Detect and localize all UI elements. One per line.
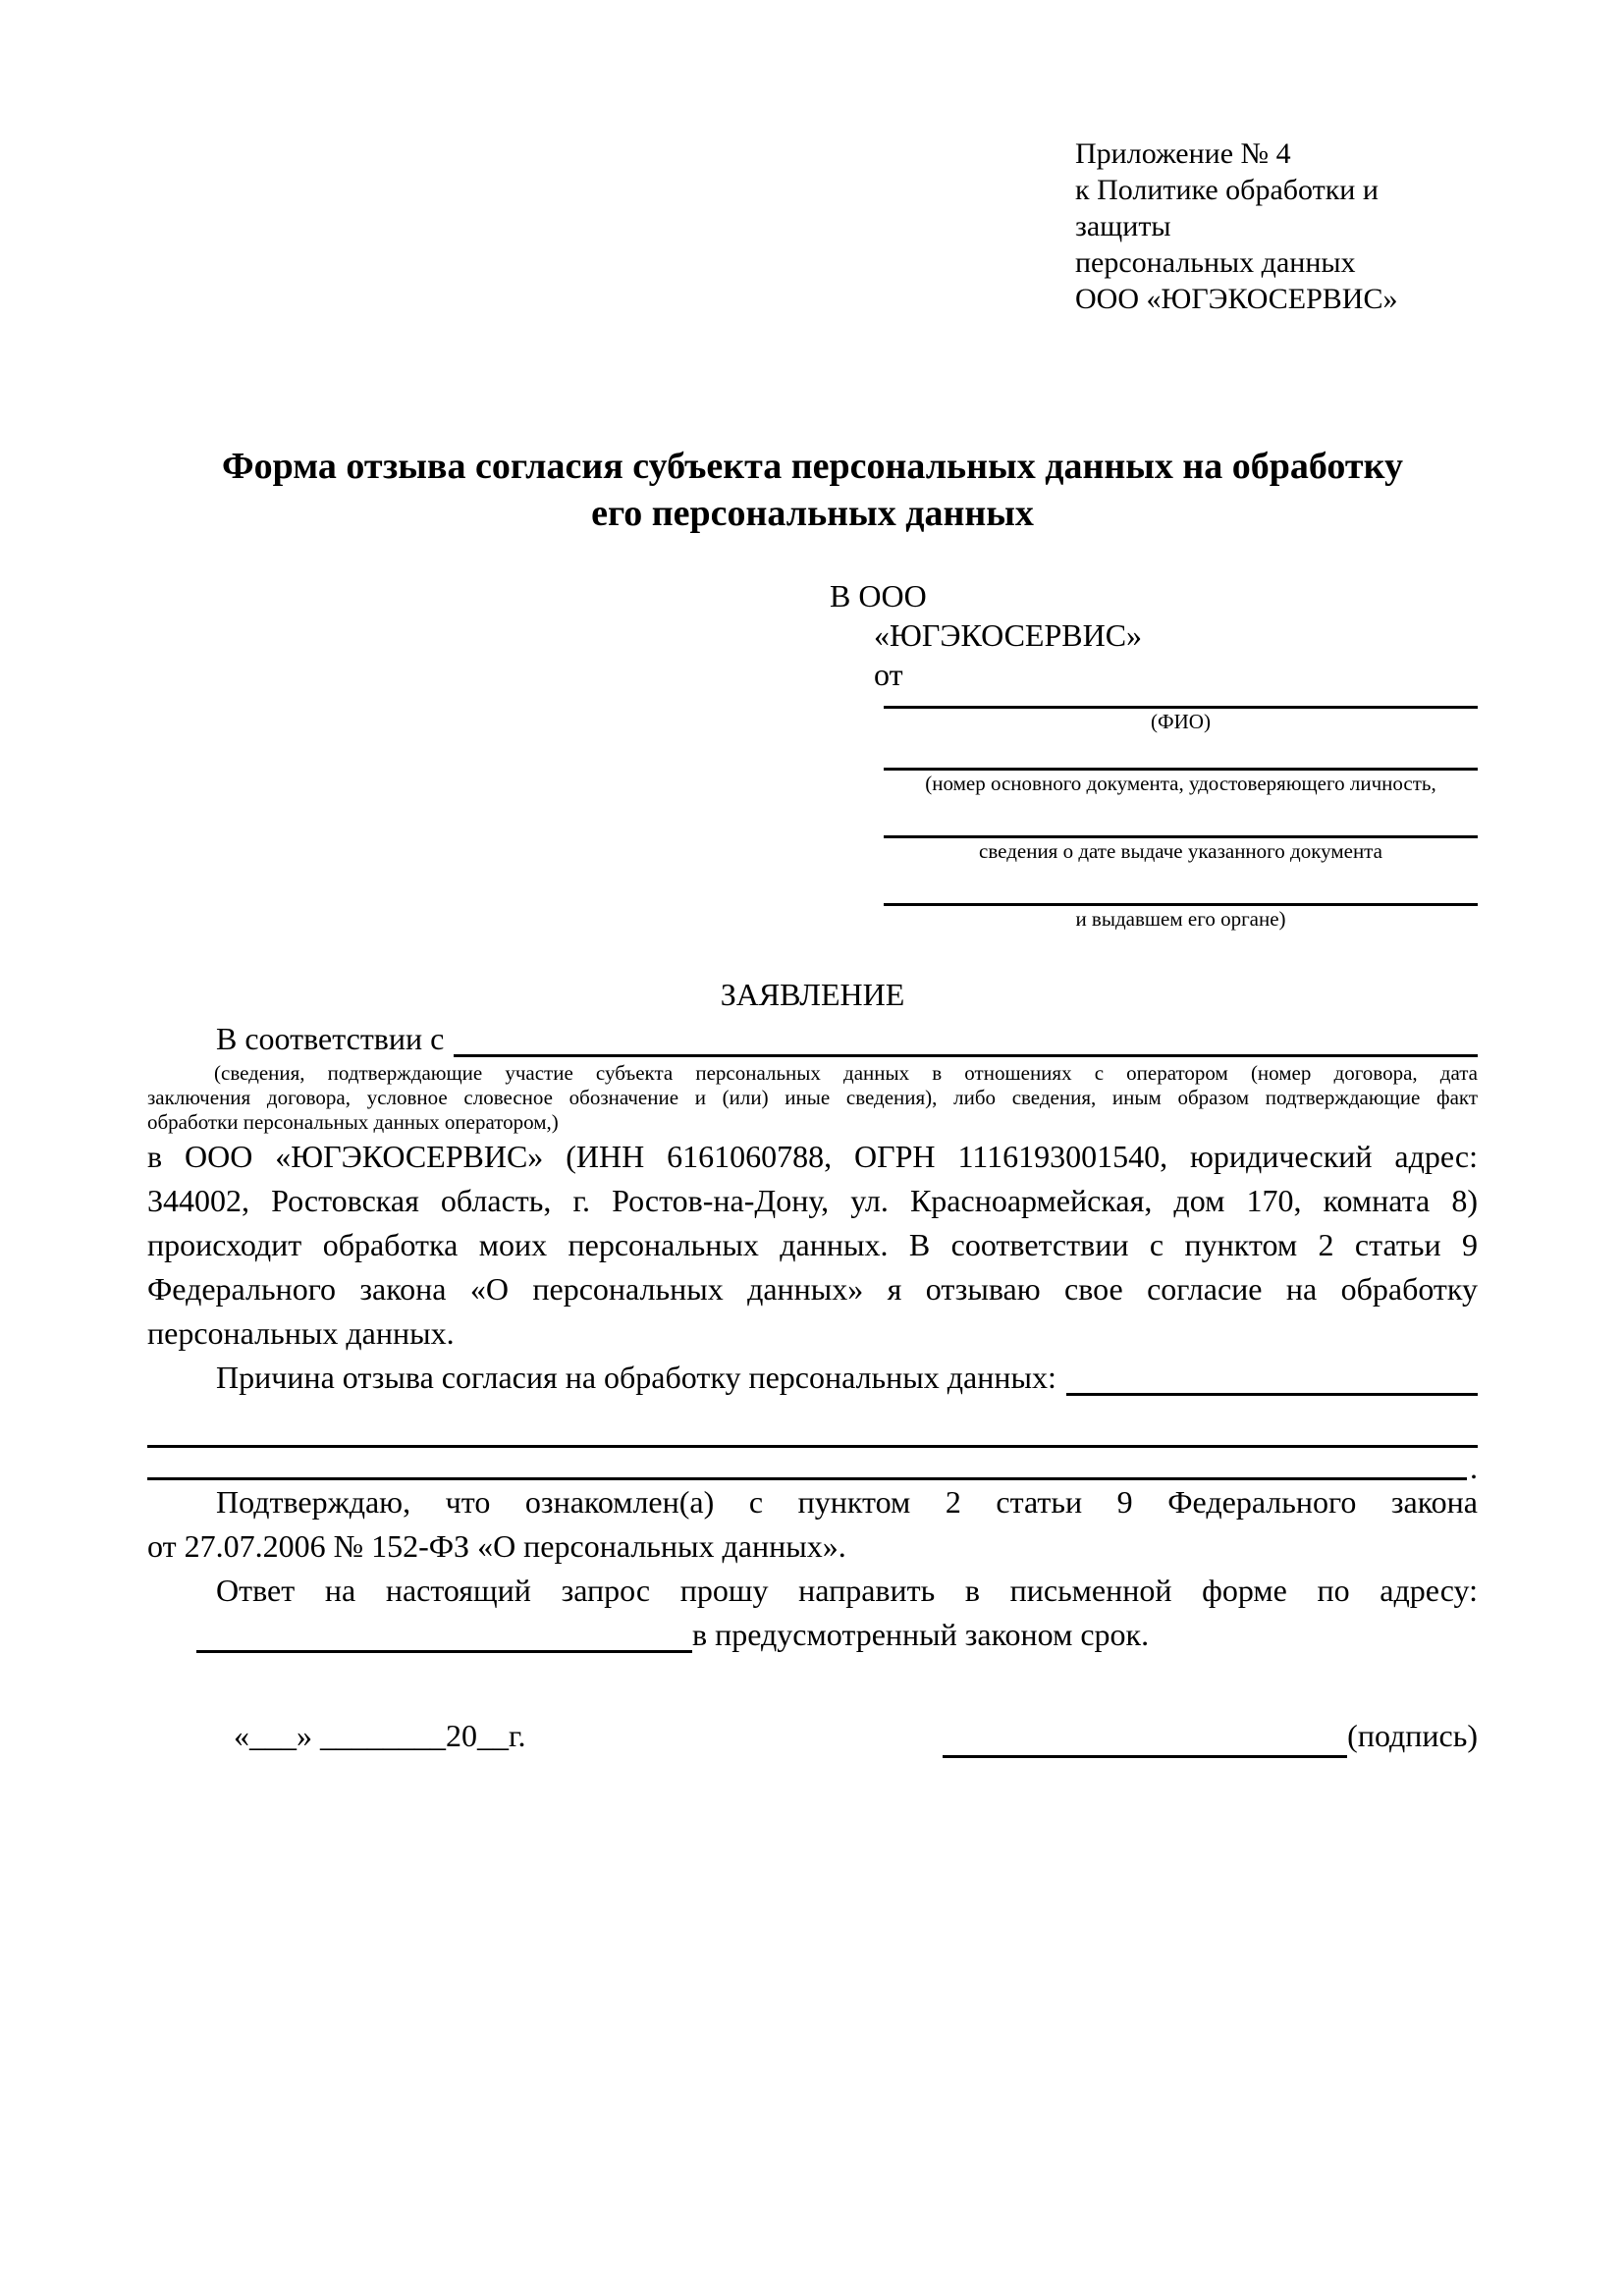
footer-row xyxy=(147,1714,1478,1758)
confirmation-paragraph xyxy=(147,1480,1478,1569)
reason-continuation-blank xyxy=(147,1445,1467,1480)
reply-address-row xyxy=(196,1613,1478,1657)
reason-row xyxy=(147,1356,1478,1400)
title-line-1: Форма отзыва согласия субъекта персональных данных на обработку xyxy=(222,446,1403,487)
doc-number-caption: (номер основного документа, удостоверяющего личность, xyxy=(925,772,1436,795)
doc-number-blank-line xyxy=(884,734,1478,771)
body-line-1: в ООО «ЮГЭКОСЕРВИС» (ИНН 6161060788, ОГРН 1116193001540, юридический адрес: xyxy=(147,1139,1478,1174)
doc-issuer-caption: и выдавшем его органе) xyxy=(1075,907,1286,931)
body-line-2: 344002, Ростовская область, г. Ростов-на-Дону, ул. Красноармейская, дом 170, комната 8) xyxy=(147,1183,1478,1218)
signature-caption: (подпись) xyxy=(1347,1718,1478,1753)
reason-continuation-line-2 xyxy=(147,1448,1478,1485)
statement-body xyxy=(147,1135,1478,1356)
appendix-line-3: персональных данных xyxy=(1075,246,1356,279)
explanatory-note xyxy=(147,1061,1478,1135)
document-title xyxy=(147,443,1478,537)
reply-tail-text: в предусмотренный законом срок. xyxy=(692,1617,1150,1652)
appendix-line-1: Приложение № 4 xyxy=(1075,137,1291,170)
note-line-2: заключения договора, условное словесное обозначение и (или) иные сведения), либо сведения, иным образом подтверждающие факт xyxy=(147,1086,1478,1109)
confirmation-line-2: от 27.07.2006 № 152-ФЗ «О персональных данных». xyxy=(147,1528,846,1564)
addressee-block xyxy=(830,576,1478,932)
doc-issue-date-caption: сведения о дате выдаче указанного документа xyxy=(979,839,1382,863)
doc-issuer-blank-line xyxy=(884,864,1478,906)
reason-label: Причина отзыва согласия на обработку персональных данных: xyxy=(216,1360,1056,1395)
appendix-line-2: к Политике обработки и защиты xyxy=(1075,174,1379,242)
body-line-3: происходит обработка моих персональных данных. В соответствии с пунктом 2 статьи 9 xyxy=(147,1227,1478,1262)
statement-heading: ЗАЯВЛЕНИЕ xyxy=(720,977,905,1012)
note-line-1: (сведения, подтверждающие участие субъекта персональных данных в отношениях с оператором (номер договора, дата xyxy=(214,1061,1478,1085)
signature-blank-line xyxy=(943,1718,1347,1758)
reply-address-blank-line xyxy=(196,1613,692,1653)
accordance-label: В соответствии с xyxy=(216,1021,445,1056)
sentence-period: . xyxy=(1470,1450,1478,1485)
addressee-from-label: от xyxy=(874,657,903,692)
fio-caption: (ФИО) xyxy=(1151,710,1211,733)
date-blank: «___» ________20__г. xyxy=(234,1718,526,1753)
doc-issue-date-blank-line xyxy=(884,796,1478,838)
title-line-2: его персональных данных xyxy=(591,493,1034,534)
appendix-note xyxy=(1075,135,1478,317)
fio-blank-line xyxy=(884,694,1478,709)
accordance-blank-line xyxy=(454,1017,1478,1057)
body-line-4: Федерального закона «О персональных данных» я отзываю свое согласие на обработку xyxy=(147,1271,1478,1307)
addressee-org-prefix: В ООО xyxy=(830,578,927,614)
appendix-line-4: ООО «ЮГЭКОСЕРВИС» xyxy=(1075,283,1398,315)
reason-continuation-line-1 xyxy=(147,1415,1478,1448)
confirmation-line-1: Подтверждаю, что ознакомлен(а) с пунктом 2 статьи 9 Федерального закона xyxy=(216,1484,1478,1520)
body-line-5: персональных данных. xyxy=(147,1315,455,1351)
note-line-3: обработки персональных данных оператором,) xyxy=(147,1110,559,1134)
reply-request-line: Ответ на настоящий запрос прошу направить в письменной форме по адресу: xyxy=(216,1573,1478,1608)
signature-group xyxy=(943,1714,1478,1758)
reason-blank-line xyxy=(1066,1356,1478,1396)
accordance-row xyxy=(147,1017,1478,1061)
addressee-org-name: «ЮГЭКОСЕРВИС» xyxy=(874,617,1143,653)
